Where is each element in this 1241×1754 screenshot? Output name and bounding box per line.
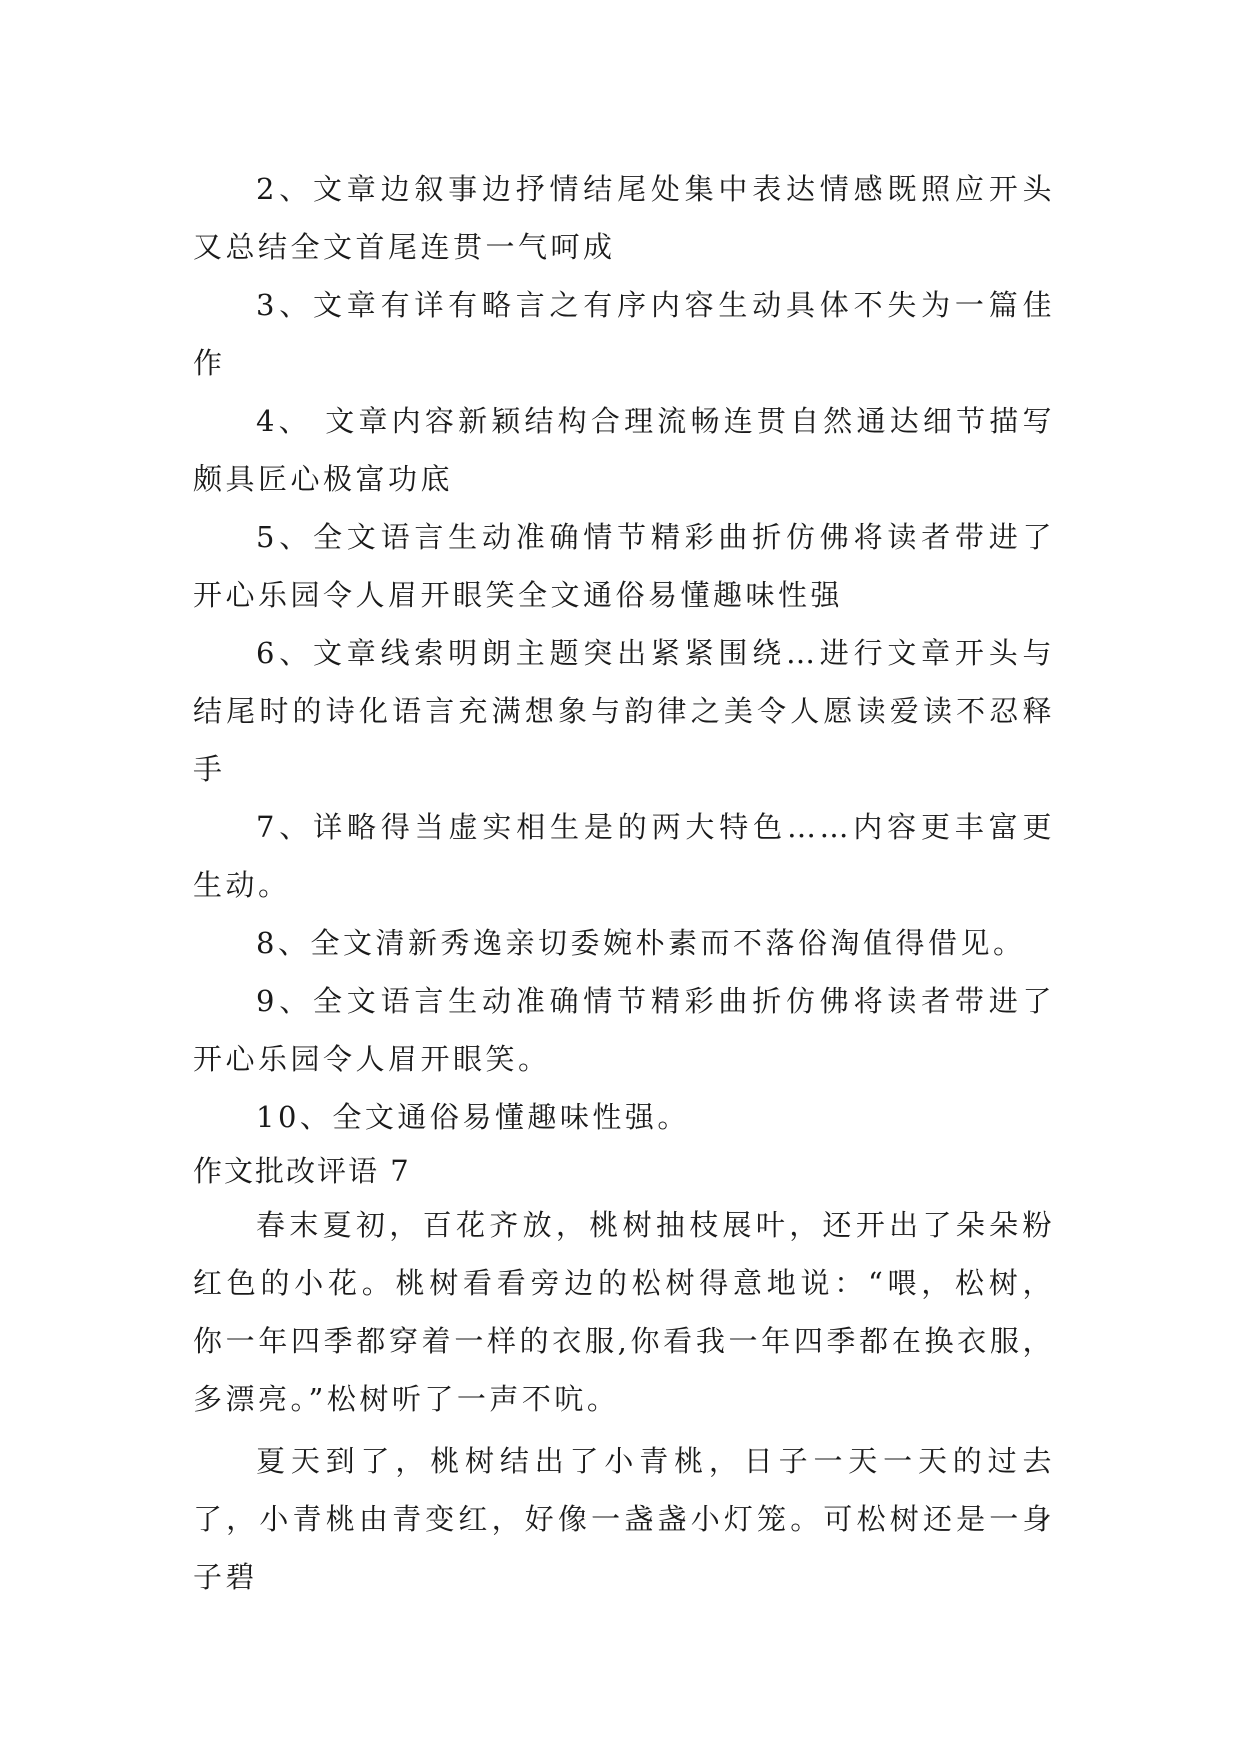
section-heading: 作文批改评语 7 <box>193 1154 411 1188</box>
comment-item-4: 4、 文章内容新颖结构合理流畅连贯自然通达细节描写颇具匠心极富功底 <box>193 404 1055 496</box>
comment-item-8: 8、全文清新秀逸亲切委婉朴素而不落俗淘值得借见。 <box>256 926 1026 960</box>
comment-item-10: 10、全文通俗易懂趣味性强。 <box>256 1100 690 1134</box>
story-paragraph: 春末夏初，百花齐放，桃树抽枝展叶，还开出了朵朵粉红色的小花。桃树看看旁边的松树得意地说：“喂，松树，你一年四季都穿着一样的衣服,你看我一年四季都在换衣服，多漂亮。”松树听了一声不吭。 <box>193 1208 1055 1416</box>
comment-item-5: 5、全文语言生动准确情节精彩曲折仿佛将读者带进了开心乐园令人眉开眼笑全文通俗易懂趣味性强 <box>193 520 1055 612</box>
comment-item-9: 9、全文语言生动准确情节精彩曲折仿佛将读者带进了开心乐园令人眉开眼笑。 <box>193 984 1055 1076</box>
comment-item-3: 3、文章有详有略言之有序内容生动具体不失为一篇佳作 <box>193 288 1055 380</box>
comment-item-7: 7、详略得当虚实相生是的两大特色……内容更丰富更生动。 <box>193 810 1055 902</box>
comment-item-6: 6、文章线索明朗主题突出紧紧围绕…进行文章开头与结尾时的诗化语言充满想象与韵律之美令人愿读爱读不忍释手 <box>193 636 1055 786</box>
story-paragraph: 夏天到了，桃树结出了小青桃，日子一天一天的过去了，小青桃由青变红，好像一盏盏小灯笼。可松树还是一身子碧 <box>193 1444 1055 1594</box>
document-body <box>193 160 1055 1610</box>
comment-item-2: 2、文章边叙事边抒情结尾处集中表达情感既照应开头又总结全文首尾连贯一气呵成 <box>193 172 1055 264</box>
